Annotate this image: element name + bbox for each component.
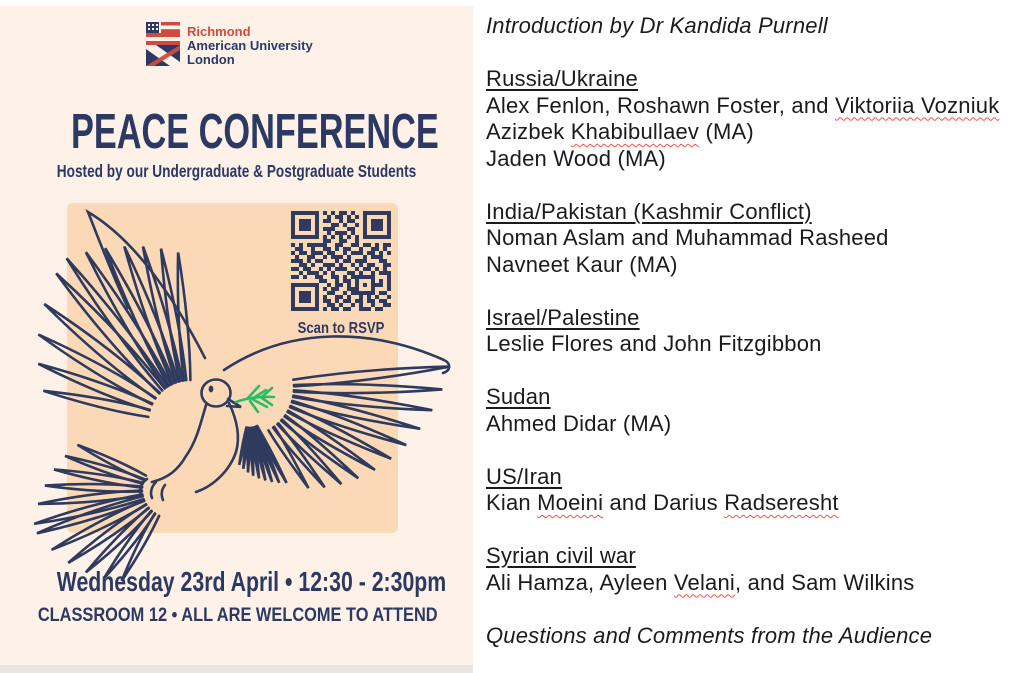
program-text: Alex Fenlon, Roshawn Foster, and <box>486 92 836 118</box>
program-section-heading <box>486 384 1022 411</box>
scan-to-rsvp-label: Scan to RSVP <box>297 320 385 337</box>
misspelled-name: Viktoriia Vozniuk <box>835 92 1000 118</box>
misspelled-name: Velani <box>673 569 735 595</box>
us-uk-flag-logo-icon <box>146 22 180 66</box>
misspelled-name: Khabibullaev <box>570 119 700 144</box>
program-line <box>486 13 1022 40</box>
program-text: India/Pakistan (Kashmir Conflict) <box>486 198 812 224</box>
logo-american-university: American University <box>187 38 313 53</box>
program-text: Navneet Kaur (MA) <box>486 251 678 277</box>
program-text: Leslie Flores and John Fitzgibbon <box>486 331 822 356</box>
poster-title: PEACE CONFERENCE <box>70 105 439 159</box>
program-blank-line <box>486 278 1022 305</box>
program-text: Introduction by Dr Kandida Purnell <box>486 13 828 38</box>
university-logo <box>146 22 313 67</box>
program-line <box>486 411 1022 438</box>
program-text: Ahmed Didar (MA) <box>486 410 672 436</box>
program-text: Jaden Wood (MA) <box>486 145 666 171</box>
program-text: and Darius <box>603 490 725 515</box>
program-line <box>486 146 1022 173</box>
program-text: Israel/Palestine <box>486 304 640 330</box>
program-blank-line <box>486 437 1022 464</box>
program-line <box>486 119 1022 146</box>
program-line <box>486 93 1022 120</box>
program-text: US/Iran <box>486 463 562 489</box>
qr-code <box>291 211 391 311</box>
program-blank-line <box>486 172 1022 199</box>
program-text: Ali Hamza, Ayleen <box>486 569 674 595</box>
poster-panel <box>0 6 473 665</box>
program-blank-line <box>486 596 1022 623</box>
program-text: Questions and Comments from the Audience <box>486 622 933 648</box>
program-line <box>486 570 1022 597</box>
program-section-heading <box>486 305 1022 332</box>
misspelled-name: Moeini <box>537 490 604 515</box>
event-date-time: Wednesday 23rd April • 12:30 - 2:30pm <box>56 566 447 597</box>
program-text: Kian <box>486 490 538 515</box>
university-logo-text <box>187 22 313 67</box>
program-section-heading <box>486 543 1022 570</box>
program-text: Russia/Ukraine <box>486 66 638 91</box>
program-text: Syrian civil war <box>486 543 636 568</box>
program-line <box>486 490 1022 517</box>
poster-bottom-edge <box>0 665 473 673</box>
logo-london: London <box>187 52 235 67</box>
program-section-heading <box>486 464 1022 491</box>
misspelled-name: Radseresht <box>724 490 839 515</box>
dove-olive-branch-illustration <box>0 190 470 670</box>
logo-richmond: Richmond <box>187 24 251 39</box>
poster-subtitle: Hosted by our Undergraduate & Postgraduate Students <box>56 161 417 181</box>
program-text: Azizbek <box>486 119 571 144</box>
program-line <box>486 623 1022 650</box>
program-section-heading <box>486 199 1022 226</box>
program-line <box>486 252 1022 279</box>
program-blank-line <box>486 40 1022 67</box>
program-line <box>486 331 1022 358</box>
event-venue: CLASSROOM 12 • ALL ARE WELCOME TO ATTEND <box>37 604 438 626</box>
program-list <box>486 13 1022 649</box>
program-text: Noman Aslam and Muhammad Rasheed <box>486 225 889 250</box>
program-text: , and Sam Wilkins <box>735 569 915 595</box>
program-line <box>486 225 1022 252</box>
program-text: Sudan <box>486 384 551 409</box>
program-section-heading <box>486 66 1022 93</box>
program-blank-line <box>486 358 1022 385</box>
program-text: (MA) <box>699 119 754 144</box>
program-blank-line <box>486 517 1022 544</box>
